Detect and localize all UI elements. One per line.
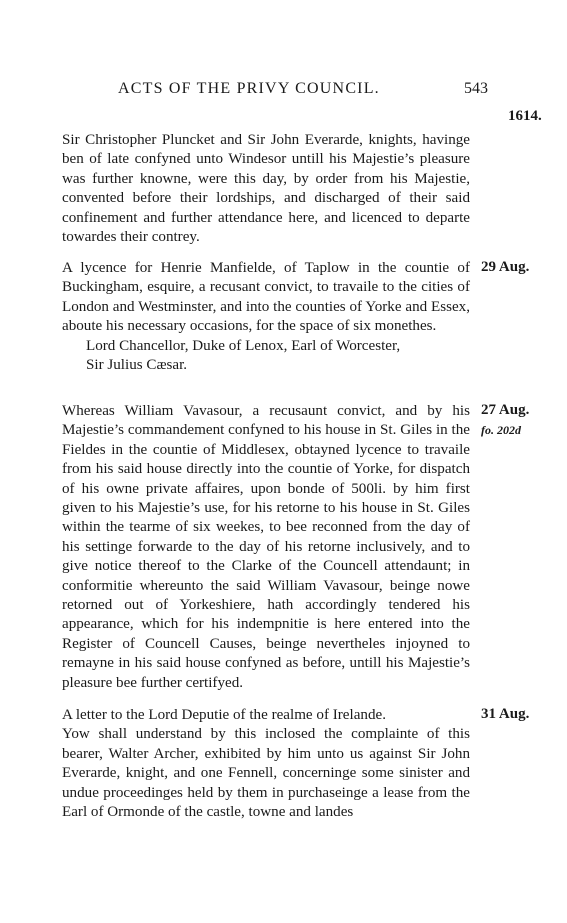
entry-vavasour — [62, 402, 470, 693]
signatories-line: Lord Chancellor, Duke of Lenox, Earl of Worcester, — [86, 337, 401, 354]
entry-heading: A letter to the Lord Deputie of the realme of Irelande. — [62, 707, 386, 723]
margin-date: 31 Aug. — [481, 706, 530, 722]
entry-pluncket-everarde — [62, 131, 470, 247]
page-number: 543 — [464, 80, 488, 97]
page-header — [0, 80, 567, 104]
margin-year: 1614. — [508, 108, 542, 124]
folio-reference: fo. 202d — [481, 423, 521, 437]
entry-paragraph: Sir Christopher Pluncket and Sir John Everarde, knights, havinge ben of late confyned unto Windesor untill his Majestie’s pleasure was further knowne, were this day, by order from his Majestie, convented before their lordships, and discharged of their said confinement and further attendance here, and licenced to departe towardes their contrey. — [62, 132, 470, 246]
margin-date: 27 Aug. — [481, 402, 530, 418]
entry-letter-lord-deputie — [62, 706, 470, 822]
signatories-line: Sir Julius Cæsar. — [86, 357, 188, 374]
margin-date: 29 Aug. — [481, 259, 530, 275]
running-title: ACTS OF THE PRIVY COUNCIL. — [118, 80, 380, 97]
signatories — [62, 337, 470, 376]
entry-paragraph: Whereas William Vavasour, a recusaunt convict, and by his Majestie’s commandement confyned to his house in St. Giles in the Fieldes in the countie of Middlesex, obtayned lycence to travaile from his said house directly into the countie of Yorke, for dispatch of his owne private affaires, upon bonde of 500li. by him first given to his Majestie’s use, for his retorne to his house in St. Giles within the tearme of six weekes, to bee reconned from the day of his settinge forwarde to the day of his retorne inclusively, and to give notice thereof to the Clarke of the Councell attendaunt; in conformitie whereunto the said William Vavasour, beinge nowe retorned out of Yorkeshiere, hath accordingly tendered his appearance, which for his indempnitie is here entered into the Register of Councell Causes, beinge nevertheles injoyned to remayne in his said house confyned as before, untill his Majestie’s pleasure bee further certifyed. — [62, 403, 470, 691]
entry-paragraph: A lycence for Henrie Manfielde, of Taplow in the countie of Buckingham, esquire, a recusant convict, to travaile to the cities of London and Westminster, and into the counties of Yorke and Essex, aboute his necessary occasions, for the space of six monethes. — [62, 260, 470, 335]
entry-paragraph: Yow shall understand by this inclosed the complainte of this bearer, Walter Archer, exhibited by him unto us against Sir John Everarde, knight, and one Fennell, concerninge some sinister and undue proceedinges held by them in purchaseinge a lease from the Earl of Ormonde of the castle, towne and landes — [62, 726, 470, 821]
entry-manfielde-licence — [62, 259, 470, 375]
